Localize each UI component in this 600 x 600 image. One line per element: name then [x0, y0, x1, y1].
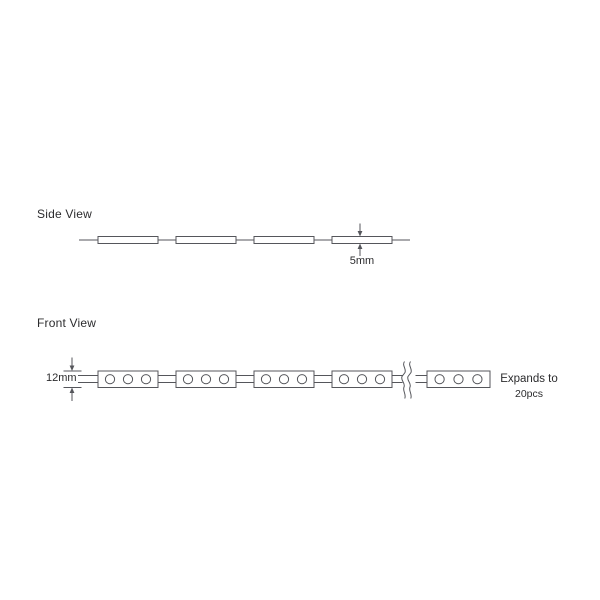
expansion-note-text: Expands to — [500, 373, 558, 385]
led-circle — [219, 375, 228, 384]
side-view-height-dimension-label: 5mm — [349, 255, 375, 267]
led-circle — [297, 375, 306, 384]
led-circle — [123, 375, 132, 384]
side-view-module — [98, 237, 158, 244]
led-circle — [261, 375, 270, 384]
side-view-module — [254, 237, 314, 244]
side-view-title: Side View — [37, 207, 92, 221]
side-dim-arrow-top-head-icon — [358, 231, 363, 237]
side-view-module — [176, 237, 236, 244]
led-circle — [201, 375, 210, 384]
front-dim-arrow-top-head-icon — [70, 366, 75, 372]
led-circle — [375, 375, 384, 384]
led-circle — [357, 375, 366, 384]
led-circle — [454, 375, 463, 384]
side-dim-arrow-bottom-head-icon — [358, 244, 363, 250]
expansion-note-count: 20pcs — [514, 388, 544, 400]
led-circle — [279, 375, 288, 384]
break-mark-icon — [408, 362, 412, 399]
side-view-module — [332, 237, 392, 244]
led-circle — [105, 375, 114, 384]
led-circle — [183, 375, 192, 384]
expansion-note — [497, 373, 561, 400]
led-circle — [141, 375, 150, 384]
break-mark-icon — [402, 362, 406, 399]
led-circle — [339, 375, 348, 384]
front-view-height-dimension-label: 12mm — [46, 372, 77, 384]
front-view-title: Front View — [37, 316, 97, 330]
led-circle — [435, 375, 444, 384]
led-circle — [473, 375, 482, 384]
front-dim-arrow-bottom-head-icon — [70, 388, 75, 394]
